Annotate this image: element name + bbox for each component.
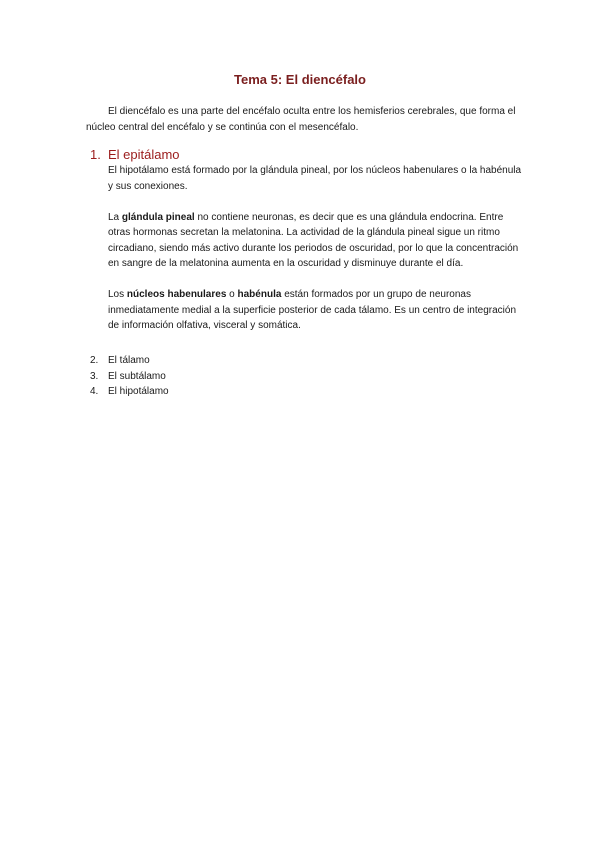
text-run: Los [108,289,127,300]
document-title: Tema 5: El diencéfalo [234,72,366,87]
paragraph-nucleos-habenulares [108,287,528,334]
section-body [108,163,528,349]
list-item-label: El subtálamo [108,370,166,382]
text-run: no contiene neuronas, es decir que es una glándula endocrina. Entre otras hormonas secretan la melatonina. La actividad de la glándula pineal sigue un ritmo circadiano, siendo más activo durante los periodos de oscuridad, por lo que la concentración en sangre de la melatonina aumenta en la oscuridad y disminuye durante el día. [108,211,519,269]
text-run: están formados por un grupo de neuronas inmediatamente medial a la superficie posterior de cada tálamo. Es un centro de integración de información olfativa, visceral y somática. [108,289,517,331]
numbered-list [90,353,169,400]
paragraph-epitalamo-composition: El hipotálamo está formado por la glándula pineal, por los núcleos habenulares o la habénula y sus conexiones. [108,165,522,192]
section-heading-epitalamo [90,147,180,162]
list-item [90,384,169,400]
list-item-label: El hipotálamo [108,386,169,397]
list-item-number: 3. [90,370,99,382]
section-number: 1. [90,147,101,162]
bold-term-habenula: habénula [237,289,282,300]
list-item [90,369,169,385]
paragraph-glandula-pineal [108,210,528,272]
section-heading-label: El epitálamo [108,147,180,162]
list-item-number: 4. [90,386,99,397]
list-item-number: 2. [90,355,99,366]
bold-term-glandula-pineal: glándula pineal [121,211,195,223]
text-run: La [108,211,122,223]
list-item [90,353,169,369]
list-item-label: El tálamo [108,355,150,366]
text-run: o [226,289,238,300]
bold-term-nucleos-habenulares: núcleos habenulares [126,289,227,300]
intro-paragraph: El diencéfalo es una parte del encéfalo oculta entre los hemisferios cerebrales, que forma el núcleo central del encéfalo y se continúa con el mesencéfalo. [86,106,516,133]
